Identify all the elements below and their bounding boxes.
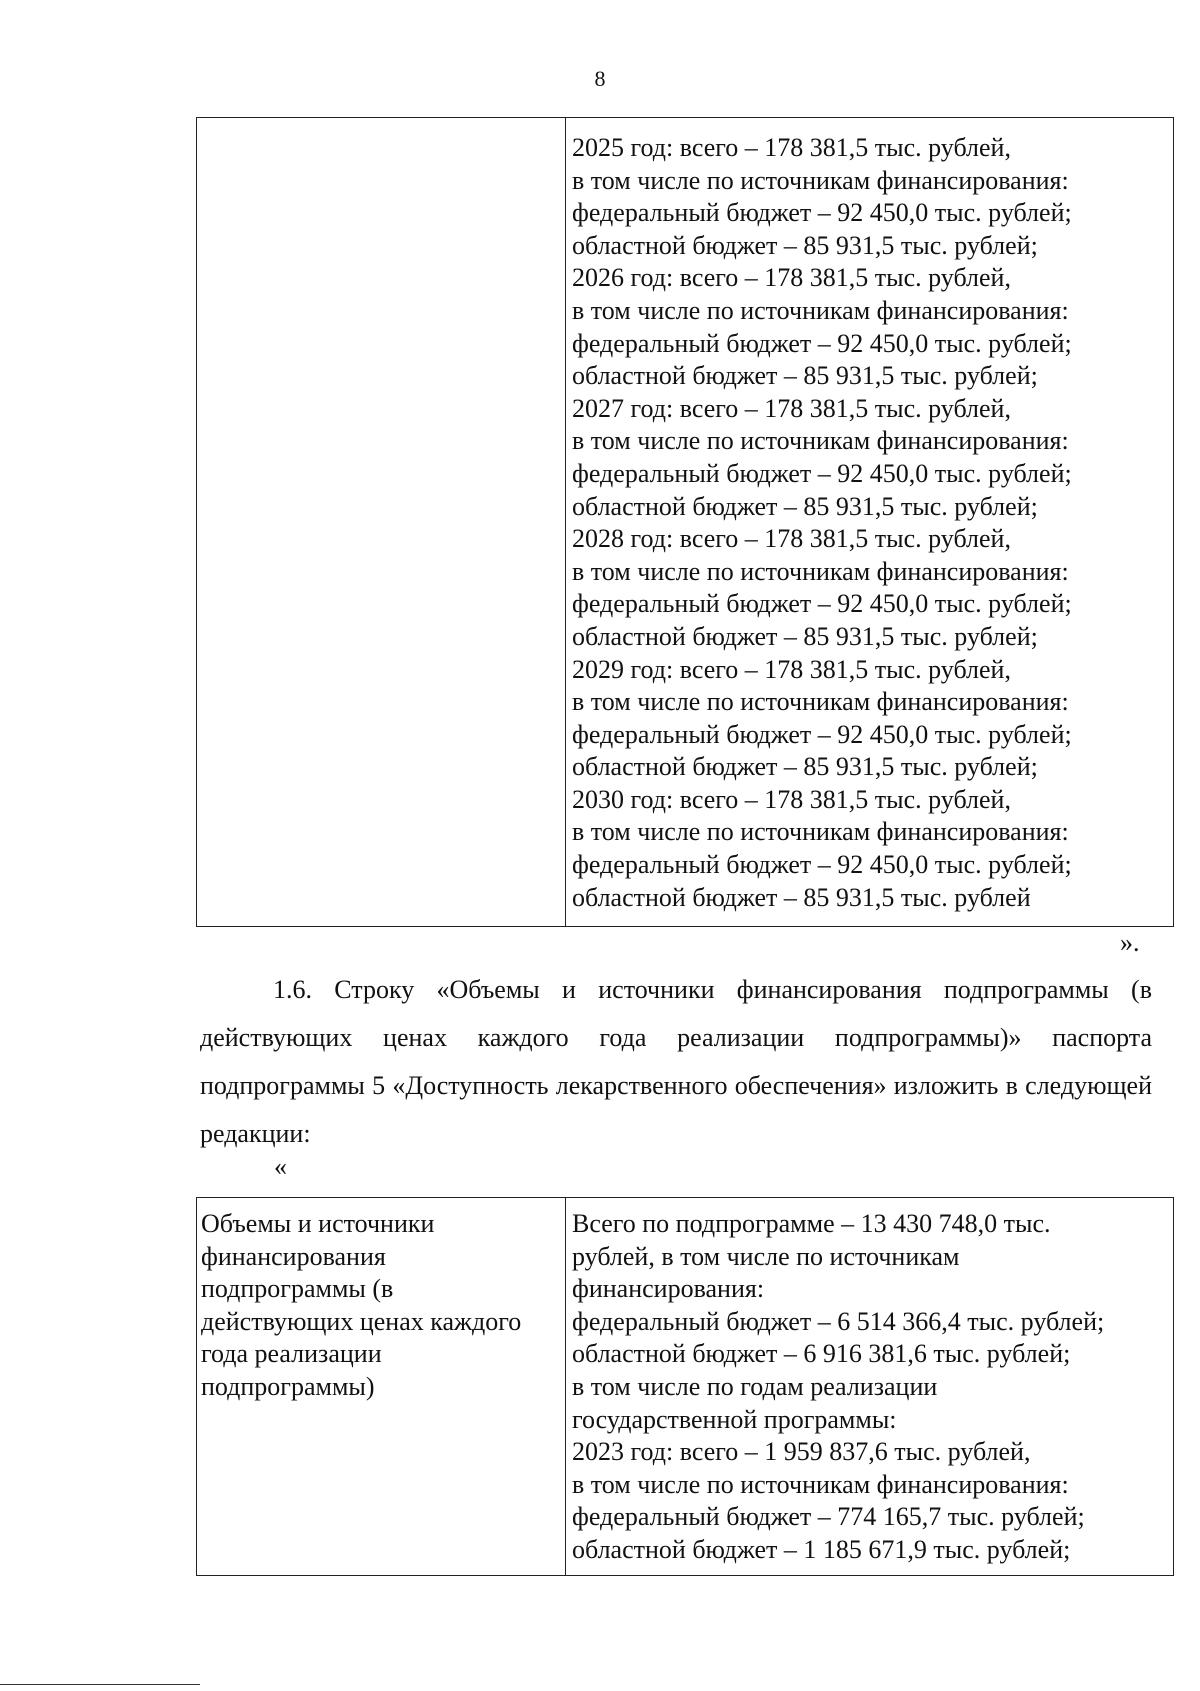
text-line: 2029 год: всего – 178 381,5 тыс. рублей, <box>572 654 1011 684</box>
amendment-paragraph: 1.6. Строку «Объемы и источники финансирования подпрограммы (в действующих ценах каждого года реализации подпрограммы)» паспорта подпрограммы 5 «Доступность лекарственного обеспечения» изложить в следующей редакции: <box>200 975 1152 1148</box>
text-line: в том числе по источникам финансирования: <box>572 295 1069 325</box>
text-line: областной бюджет – 85 931,5 тыс. рублей; <box>572 621 1038 651</box>
text-line: года реализации <box>201 1339 382 1369</box>
text-line: подпрограммы (в <box>201 1274 394 1304</box>
text-line: федеральный бюджет – 774 165,7 тыс. рублей; <box>572 1502 1085 1532</box>
text-line: Всего по подпрограмме – 13 430 748,0 тыс. <box>572 1209 1051 1238</box>
text-line: финансирования <box>201 1241 386 1271</box>
text-line: в том числе по годам реализации <box>572 1371 938 1401</box>
text-line: в том числе по источникам финансирования: <box>572 687 1069 717</box>
text-line: в том числе по источникам финансирования: <box>572 817 1069 847</box>
text-line: 2027 год: всего – 178 381,5 тыс. рублей, <box>572 393 1011 423</box>
text-line: в том числе по источникам финансирования: <box>572 556 1069 586</box>
text-line: областной бюджет – 85 931,5 тыс. рублей; <box>572 230 1038 260</box>
text-line: областной бюджет – 1 185 671,9 тыс. рублей; <box>572 1534 1071 1564</box>
text-line: 2023 год: всего – 1 959 837,6 тыс. рублей, <box>572 1437 1031 1467</box>
text-line: в том числе по источникам финансирования: <box>572 165 1069 195</box>
text-line: 2028 год: всего – 178 381,5 тыс. рублей, <box>572 524 1011 554</box>
text-line: областной бюджет – 85 931,5 тыс. рублей <box>572 882 1031 912</box>
text-line: областной бюджет – 85 931,5 тыс. рублей; <box>572 752 1038 782</box>
text-line: в том числе по источникам финансирования: <box>572 1469 1069 1499</box>
table-right-cell <box>566 118 1174 927</box>
text-line: федеральный бюджет – 92 450,0 тыс. рублей; <box>572 589 1072 619</box>
text-line: областной бюджет – 6 916 381,6 тыс. рублей; <box>572 1339 1071 1369</box>
text-line: федеральный бюджет – 92 450,0 тыс. рублей; <box>572 850 1072 880</box>
table-right-cell <box>566 1198 1174 1576</box>
text-line: 2025 год: всего – 178 381,5 тыс. рублей, <box>572 133 1011 162</box>
text-line: областной бюджет – 85 931,5 тыс. рублей; <box>572 361 1038 391</box>
opening-quote: « <box>274 1152 287 1181</box>
text-line: действующих ценах каждого <box>201 1306 522 1336</box>
text-line: федеральный бюджет – 92 450,0 тыс. рублей; <box>572 328 1072 358</box>
text-line: подпрограммы) <box>201 1371 375 1401</box>
text-line: федеральный бюджет – 92 450,0 тыс. рублей; <box>572 719 1072 749</box>
funding-table-continued <box>196 117 1174 927</box>
table-left-cell <box>197 118 566 927</box>
text-line: 2030 год: всего – 178 381,5 тыс. рублей, <box>572 784 1011 814</box>
text-line: федеральный бюджет – 92 450,0 тыс. рублей; <box>572 458 1072 488</box>
text-line: государственной программы: <box>572 1404 897 1434</box>
text-line: Объемы и источники <box>201 1209 435 1238</box>
text-line: областной бюджет – 85 931,5 тыс. рублей; <box>572 491 1038 521</box>
text-line: рублей, в том числе по источникам <box>572 1241 960 1271</box>
table-row <box>197 1198 1174 1576</box>
text-line: в том числе по источникам финансирования: <box>572 426 1069 456</box>
table-left-cell <box>197 1198 566 1576</box>
text-line: финансирования: <box>572 1274 765 1304</box>
closing-quote: ». <box>1120 928 1140 957</box>
funding-table-subprogram-5 <box>196 1197 1174 1576</box>
footer-rule <box>0 1684 200 1685</box>
text-line: федеральный бюджет – 6 514 366,4 тыс. рублей; <box>572 1306 1105 1336</box>
text-line: федеральный бюджет – 92 450,0 тыс. рублей; <box>572 198 1072 228</box>
table-row <box>197 118 1174 927</box>
page-number: 8 <box>594 66 606 91</box>
text-line: 2026 год: всего – 178 381,5 тыс. рублей, <box>572 263 1011 293</box>
